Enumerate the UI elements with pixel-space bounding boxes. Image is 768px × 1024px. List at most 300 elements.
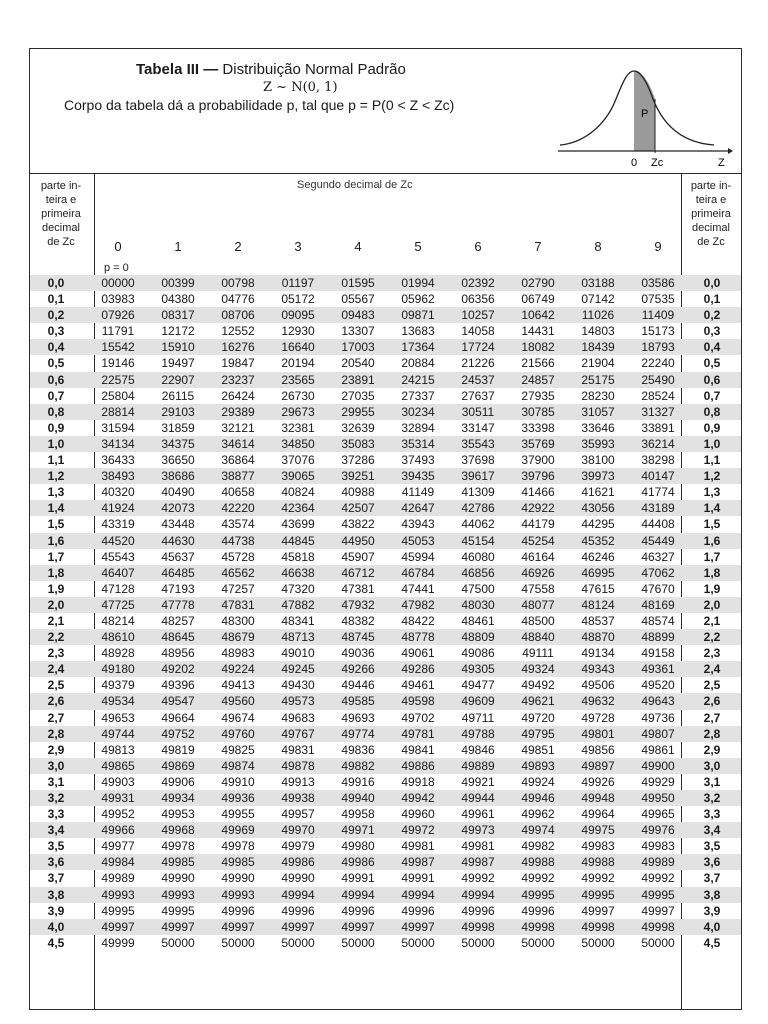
z-label-right: 1,2 (703, 469, 721, 484)
probability-cell: 49720 (521, 710, 555, 725)
probability-cell: 32894 (401, 420, 435, 435)
probability-cell: 46407 (101, 565, 135, 580)
probability-cell: 05172 (281, 292, 315, 307)
probability-cell: 49968 (161, 823, 195, 838)
table-row (30, 372, 741, 388)
table-row (30, 758, 741, 774)
probability-cell: 49988 (521, 855, 555, 870)
probability-cell: 49995 (161, 903, 195, 918)
probability-cell: 49972 (401, 823, 435, 838)
probability-cell: 17364 (401, 340, 435, 355)
digit-header: 8 (594, 239, 602, 254)
probability-cell: 37900 (521, 453, 555, 468)
probability-cell: 41466 (521, 485, 555, 500)
table-row (30, 629, 741, 645)
probability-cell: 26115 (161, 388, 195, 403)
probability-cell: 49993 (101, 887, 135, 902)
probability-cell: 05567 (341, 292, 375, 307)
probability-cell: 49957 (281, 807, 315, 822)
probability-cell: 38686 (161, 469, 195, 484)
probability-cell: 49995 (521, 887, 555, 902)
probability-cell: 48713 (281, 630, 315, 645)
z-label-left: 2,3 (47, 646, 65, 661)
probability-cell: 49111 (522, 646, 554, 661)
probability-cell: 34850 (281, 436, 315, 451)
probability-cell: 23891 (341, 372, 375, 387)
probability-cell: 49361 (641, 662, 675, 677)
probability-cell: 31859 (161, 420, 195, 435)
probability-cell: 17724 (461, 340, 495, 355)
probability-cell: 49903 (101, 774, 135, 789)
right-row-header-line: teira e (695, 194, 727, 206)
table-row (30, 275, 741, 291)
table-row (30, 887, 741, 903)
probability-cell: 45818 (281, 549, 315, 564)
probability-cell: 49966 (101, 823, 135, 838)
probability-cell: 47062 (641, 565, 675, 580)
probability-cell: 34614 (221, 436, 255, 451)
probability-cell: 49990 (221, 871, 255, 886)
z-label-right: 2,0 (703, 597, 721, 612)
z-label-left: 1,5 (47, 517, 65, 532)
table-row (30, 549, 741, 565)
probability-cell: 28814 (101, 404, 135, 419)
probability-cell: 48124 (581, 597, 615, 612)
z-label-left: 2,5 (47, 678, 65, 693)
table-row (30, 903, 741, 919)
probability-cell: 49819 (161, 742, 195, 757)
probability-cell: 46926 (521, 565, 555, 580)
probability-cell: 49996 (281, 903, 315, 918)
probability-cell: 49324 (521, 662, 555, 677)
z-label-left: 0,1 (47, 292, 65, 307)
probability-cell: 01197 (281, 276, 315, 290)
left-row-header (32, 179, 90, 249)
z-label-right: 2,2 (703, 630, 721, 645)
probability-cell: 06356 (461, 292, 495, 307)
probability-cell: 49996 (401, 903, 435, 918)
right-row-header-line: decimal (692, 222, 730, 234)
probability-cell: 49990 (281, 871, 315, 886)
z-label-left: 0,6 (47, 372, 65, 387)
probability-cell: 46784 (401, 565, 435, 580)
z-label-right: 3,7 (703, 871, 721, 886)
z-label-left: 2,1 (47, 613, 65, 628)
probability-cell: 49286 (401, 662, 435, 677)
probability-cell: 47257 (221, 581, 255, 596)
probability-cell: 50000 (221, 935, 255, 950)
z-label-right: 0,8 (703, 404, 721, 419)
probability-cell: 49982 (521, 839, 555, 854)
probability-cell: 48382 (341, 613, 375, 628)
probability-cell: 48500 (521, 613, 555, 628)
probability-cell: 43943 (401, 517, 435, 532)
probability-cell: 29955 (341, 404, 375, 419)
probability-cell: 40988 (341, 485, 375, 500)
z-label-right: 4,5 (703, 935, 721, 950)
digit-header: 1 (174, 239, 182, 254)
z-label-right: 0,7 (703, 388, 721, 403)
probability-cell: 49379 (101, 678, 135, 693)
probability-cell: 30785 (521, 404, 555, 419)
probability-cell: 49940 (341, 791, 375, 805)
probability-cell: 49916 (341, 774, 375, 789)
probability-cell: 44408 (641, 517, 675, 532)
probability-cell: 34134 (101, 436, 135, 451)
probability-cell: 50000 (281, 935, 315, 950)
probability-cell: 48422 (401, 613, 435, 628)
digit-header: 9 (654, 239, 662, 254)
table-row (30, 790, 741, 806)
probability-cell: 49861 (641, 742, 675, 757)
probability-cell: 01595 (341, 276, 375, 290)
probability-cell: 48928 (101, 646, 135, 661)
probability-cell: 49961 (461, 807, 495, 822)
probability-cell: 48077 (521, 597, 555, 612)
probability-cell: 49813 (101, 742, 135, 757)
probability-cell: 49910 (221, 774, 255, 789)
probability-cell: 30234 (401, 404, 435, 419)
probability-cell: 49987 (461, 855, 495, 870)
probability-cell: 49992 (641, 871, 675, 886)
digit-header: 6 (474, 239, 482, 254)
probability-cell: 09483 (341, 308, 375, 323)
probability-cell: 35083 (341, 436, 375, 451)
probability-cell: 48840 (521, 630, 555, 645)
probability-cell: 26424 (221, 388, 255, 403)
probability-cell: 49869 (161, 758, 195, 773)
probability-cell: 45154 (461, 533, 495, 548)
probability-cell: 09095 (281, 308, 315, 323)
probability-cell: 49960 (401, 807, 435, 822)
probability-cell: 47725 (101, 597, 135, 612)
z-label-right: 2,8 (703, 726, 721, 741)
probability-cell: 49752 (161, 726, 195, 741)
probability-cell: 44950 (341, 533, 375, 548)
z-label-right: 3,4 (703, 823, 721, 838)
zero-label: 0 (631, 157, 638, 169)
probability-cell: 39435 (401, 469, 435, 484)
table-row (30, 870, 741, 886)
z-label-left: 2,6 (47, 694, 65, 709)
table-row (30, 484, 741, 500)
probability-cell: 46485 (161, 565, 195, 580)
probability-cell: 49981 (401, 839, 435, 854)
column-header (30, 173, 741, 274)
probability-cell: 49520 (641, 678, 675, 693)
probability-cell: 36650 (161, 453, 195, 468)
z-axis-arrow (728, 148, 733, 154)
probability-cell: 48461 (461, 613, 495, 628)
probability-cell: 49996 (521, 903, 555, 918)
table-row (30, 822, 741, 838)
probability-cell: 40824 (281, 485, 315, 500)
table-row (30, 436, 741, 452)
z-label-right: 3,2 (703, 791, 721, 805)
probability-cell: 48870 (581, 630, 615, 645)
digit-header: 5 (414, 239, 422, 254)
z-label-right: 2,1 (703, 613, 721, 628)
z-label-left: 2,7 (47, 710, 65, 725)
probability-cell: 49924 (521, 774, 555, 789)
probability-cell: 49980 (341, 839, 375, 854)
z-label-left: 1,9 (47, 581, 65, 596)
probability-cell: 49997 (221, 919, 255, 934)
right-row-header (682, 179, 740, 249)
probability-cell: 49913 (281, 774, 315, 789)
probability-cell: 46995 (581, 565, 615, 580)
probability-cell: 47932 (341, 597, 375, 612)
probability-cell: 49953 (161, 807, 195, 822)
probability-cell: 49999 (101, 935, 135, 950)
probability-cell: 49889 (461, 758, 495, 773)
probability-cell: 48899 (641, 630, 675, 645)
probability-cell: 37286 (341, 453, 375, 468)
probability-cell: 33398 (521, 420, 555, 435)
probability-cell: 50000 (341, 935, 375, 950)
probability-cell: 39796 (521, 469, 555, 484)
probability-cell: 32639 (341, 420, 375, 435)
probability-cell: 49202 (161, 662, 195, 677)
probability-cell: 49929 (641, 774, 675, 789)
probability-cell: 35993 (581, 436, 615, 451)
left-row-header-line: de Zc (47, 236, 75, 248)
probability-cell: 50000 (401, 935, 435, 950)
probability-cell: 49994 (341, 887, 375, 902)
z-label-right: 4,0 (703, 919, 721, 934)
z-label-left: 0,8 (47, 404, 65, 419)
probability-cell: 19497 (161, 356, 195, 371)
probability-cell: 12930 (281, 324, 315, 339)
probability-cell: 49944 (461, 791, 495, 805)
probability-cell: 43574 (221, 517, 255, 532)
probability-cell: 49856 (581, 742, 615, 757)
probability-cell: 49989 (641, 855, 675, 870)
z-label-right: 3,8 (703, 887, 721, 902)
probability-cell: 49851 (521, 742, 555, 757)
probability-cell: 42220 (221, 501, 255, 516)
probability-cell: 49997 (161, 919, 195, 934)
probability-cell: 39251 (341, 469, 375, 484)
probability-cell: 44520 (101, 533, 135, 548)
table-row (30, 919, 741, 935)
probability-cell: 40490 (161, 485, 195, 500)
table-row (30, 613, 741, 629)
z-label-left: 1,3 (47, 485, 65, 500)
z-label-right: 1,0 (703, 436, 721, 451)
probability-cell: 48983 (221, 646, 255, 661)
probability-cell: 42507 (341, 501, 375, 516)
probability-cell: 45543 (101, 549, 135, 564)
z-label-left: 4,5 (47, 935, 65, 950)
probability-cell: 47778 (161, 597, 195, 612)
table-row (30, 661, 741, 677)
probability-cell: 31594 (101, 420, 135, 435)
probability-cell: 49952 (101, 807, 135, 822)
probability-cell: 49598 (401, 694, 435, 709)
probability-cell: 49836 (341, 742, 375, 757)
probability-cell: 03983 (101, 292, 135, 307)
probability-cell: 48574 (641, 613, 675, 628)
probability-cell: 39617 (461, 469, 495, 484)
probability-cell: 49506 (581, 678, 615, 693)
probability-cell: 23565 (281, 372, 315, 387)
probability-cell: 49711 (461, 710, 495, 725)
probability-cell: 34375 (161, 436, 195, 451)
probability-cell: 49886 (401, 758, 435, 773)
probability-cell: 49846 (461, 742, 495, 757)
probability-cell: 49969 (221, 823, 255, 838)
z-label-right: 1,4 (703, 501, 721, 516)
probability-cell: 49774 (341, 726, 375, 741)
probability-cell: 49942 (401, 791, 435, 805)
probability-cell: 49998 (461, 919, 495, 934)
probability-cell: 49989 (101, 871, 135, 886)
probability-cell: 21226 (461, 356, 495, 371)
probability-cell: 38100 (581, 453, 615, 468)
probability-cell: 33646 (581, 420, 615, 435)
z-label-left: 0,2 (47, 308, 65, 323)
probability-cell: 49547 (161, 694, 195, 709)
probability-cell: 49893 (521, 758, 555, 773)
probability-cell: 37076 (281, 453, 315, 468)
probability-cell: 44845 (281, 533, 315, 548)
probability-cell: 47882 (281, 597, 315, 612)
z-label-right: 1,8 (703, 565, 721, 580)
probability-cell: 47670 (641, 581, 675, 596)
probability-cell: 37493 (401, 453, 435, 468)
z-label-right: 0,3 (703, 324, 721, 339)
z-label-right: 1,6 (703, 533, 721, 548)
probability-cell: 49897 (581, 758, 615, 773)
z-label-left: 3,3 (47, 807, 65, 822)
probability-cell: 49995 (641, 887, 675, 902)
probability-cell: 42073 (161, 501, 195, 516)
probability-cell: 49970 (281, 823, 315, 838)
probability-cell: 02790 (521, 276, 555, 290)
z-label-left: 0,0 (47, 276, 65, 290)
z-label-left: 0,7 (47, 388, 65, 403)
probability-cell: 49878 (281, 758, 315, 773)
probability-cell: 20884 (401, 356, 435, 371)
probability-cell: 49245 (281, 662, 315, 677)
probability-cell: 45449 (641, 533, 675, 548)
probability-cell: 27637 (461, 388, 495, 403)
probability-cell: 49918 (401, 774, 435, 789)
z-label-left: 3,6 (47, 855, 65, 870)
table-row (30, 710, 741, 726)
z-label-left: 0,5 (47, 356, 65, 371)
second-decimal-title: Segundo decimal de Zc (297, 179, 413, 191)
probability-cell: 49996 (221, 903, 255, 918)
probability-cell: 46638 (281, 565, 315, 580)
z-label-left: 1,4 (47, 501, 65, 516)
probability-cell: 49874 (221, 758, 255, 773)
digit-header: 2 (234, 239, 242, 254)
probability-cell: 08317 (161, 308, 195, 323)
table-row (30, 597, 741, 613)
probability-cell: 20540 (341, 356, 375, 371)
probability-cell: 49994 (401, 887, 435, 902)
probability-cell: 49978 (221, 839, 255, 854)
probability-cell: 42786 (461, 501, 495, 516)
probability-cell: 49975 (581, 823, 615, 838)
probability-cell: 13307 (341, 324, 375, 339)
probability-cell: 49997 (101, 919, 135, 934)
table-row (30, 838, 741, 854)
probability-cell: 49921 (461, 774, 495, 789)
probability-cell: 49995 (101, 903, 135, 918)
probability-cell: 29389 (221, 404, 255, 419)
probability-cell: 10642 (521, 308, 555, 323)
probability-cell: 49180 (101, 662, 135, 677)
probability-cell: 40658 (221, 485, 255, 500)
probability-cell: 49981 (461, 839, 495, 854)
probability-cell: 49934 (161, 791, 195, 805)
probability-cell: 49985 (161, 855, 195, 870)
probability-cell: 49795 (521, 726, 555, 741)
probability-cell: 41774 (641, 485, 675, 500)
z-label-left: 1,0 (47, 436, 65, 451)
probability-cell: 47128 (101, 581, 135, 596)
probability-cell: 49938 (281, 791, 315, 805)
probability-cell: 45994 (401, 549, 435, 564)
probability-cell: 42647 (401, 501, 435, 516)
probability-cell: 22240 (641, 356, 675, 371)
z-label-left: 3,4 (47, 823, 65, 838)
probability-cell: 49997 (641, 903, 675, 918)
probability-cell: 14803 (581, 324, 615, 339)
probability-cell: 49978 (161, 839, 195, 854)
probability-cell: 49983 (581, 839, 615, 854)
probability-cell: 48214 (101, 613, 135, 628)
probability-cell: 44179 (521, 517, 555, 532)
probability-cell: 48610 (101, 630, 135, 645)
probability-cell: 49964 (581, 807, 615, 822)
z-label-left: 2,0 (47, 597, 65, 612)
probability-cell: 49477 (461, 678, 495, 693)
z-label-right: 3,9 (703, 903, 721, 918)
probability-cell: 48778 (401, 630, 435, 645)
probability-cell: 29103 (161, 404, 195, 419)
probability-cell: 49224 (221, 662, 255, 677)
probability-cell: 31327 (641, 404, 675, 419)
probability-cell: 48956 (161, 646, 195, 661)
table-row (30, 935, 741, 951)
area-label: P (641, 108, 649, 120)
probability-cell: 07142 (581, 292, 615, 307)
probability-cell: 38493 (101, 469, 135, 484)
probability-cell: 09871 (401, 308, 435, 323)
probability-cell: 50000 (641, 935, 675, 950)
probability-cell: 49997 (401, 919, 435, 934)
probability-cell: 50000 (461, 935, 495, 950)
z-label-left: 2,4 (47, 662, 65, 677)
digit-header: 7 (534, 239, 542, 254)
z-label-right: 1,3 (703, 485, 721, 500)
table-row (30, 516, 741, 532)
probability-cell: 49998 (641, 919, 675, 934)
probability-cell: 49946 (521, 791, 555, 805)
digit-header: 3 (294, 239, 302, 254)
probability-cell: 15542 (101, 340, 135, 355)
probability-cell: 46856 (461, 565, 495, 580)
probability-cell: 19847 (221, 356, 255, 371)
probability-cell: 33891 (641, 420, 675, 435)
z-label-right: 3,6 (703, 855, 721, 870)
probability-cell: 48341 (281, 613, 315, 628)
probability-cell: 28524 (641, 388, 675, 403)
